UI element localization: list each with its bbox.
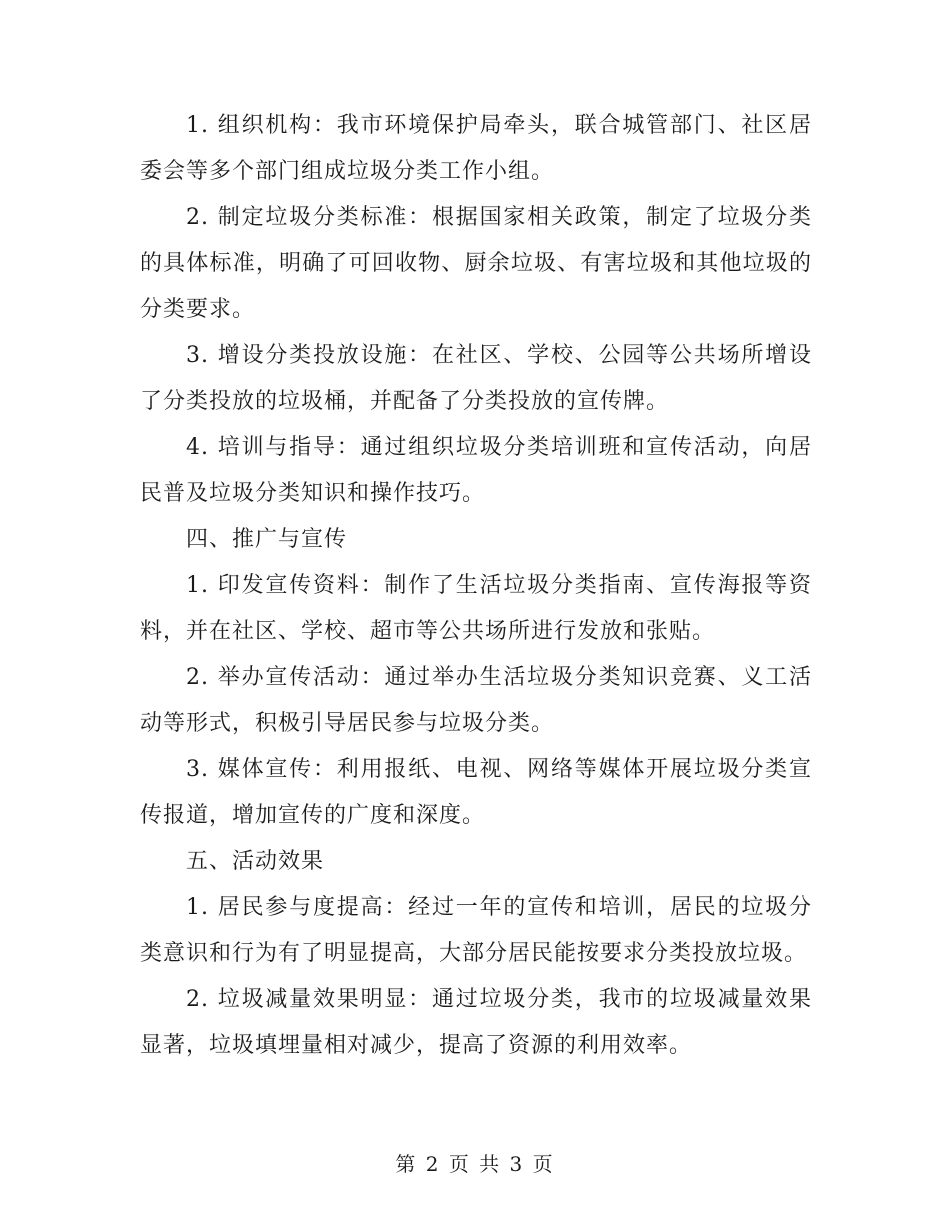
paragraph-materials: 1. 印发宣传资料：制作了生活垃圾分类指南、宣传海报等资料，并在社区、学校、超市等公共场所进行发放和张贴。 bbox=[140, 573, 812, 644]
page-number: 第 2 页 共 3 页 bbox=[395, 1152, 555, 1176]
document-body bbox=[140, 103, 812, 1069]
paragraph-organization: 1. 组织机构：我市环境保护局牵头，联合城管部门、社区居委会等多个部门组成垃圾分类工作小组。 bbox=[140, 113, 812, 184]
paragraph-media: 3. 媒体宣传：利用报纸、电视、网络等媒体开展垃圾分类宣传报道，增加宣传的广度和深度。 bbox=[140, 757, 812, 828]
paragraph-reduction: 2. 垃圾减量效果明显：通过垃圾分类，我市的垃圾减量效果显著，垃圾填埋量相对减少，提高了资源的利用效率。 bbox=[140, 987, 812, 1058]
paragraph-activities: 2. 举办宣传活动：通过举办生活垃圾分类知识竞赛、义工活动等形式，积极引导居民参与垃圾分类。 bbox=[140, 665, 812, 736]
section-heading-promotion: 四、推广与宣传 bbox=[186, 527, 348, 552]
paragraph-training: 4. 培训与指导：通过组织垃圾分类培训班和宣传活动，向居民普及垃圾分类知识和操作技巧。 bbox=[140, 435, 812, 506]
paragraph-participation: 1. 居民参与度提高：经过一年的宣传和培训，居民的垃圾分类意识和行为有了明显提高，大部分居民能按要求分类投放垃圾。 bbox=[140, 895, 812, 966]
paragraph-facilities: 3. 增设分类投放设施：在社区、学校、公园等公共场所增设了分类投放的垃圾桶，并配备了分类投放的宣传牌。 bbox=[140, 343, 812, 414]
paragraph-standards: 2. 制定垃圾分类标准：根据国家相关政策，制定了垃圾分类的具体标准，明确了可回收物、厨余垃圾、有害垃圾和其他垃圾的分类要求。 bbox=[140, 205, 812, 322]
section-heading-results: 五、活动效果 bbox=[186, 849, 325, 874]
